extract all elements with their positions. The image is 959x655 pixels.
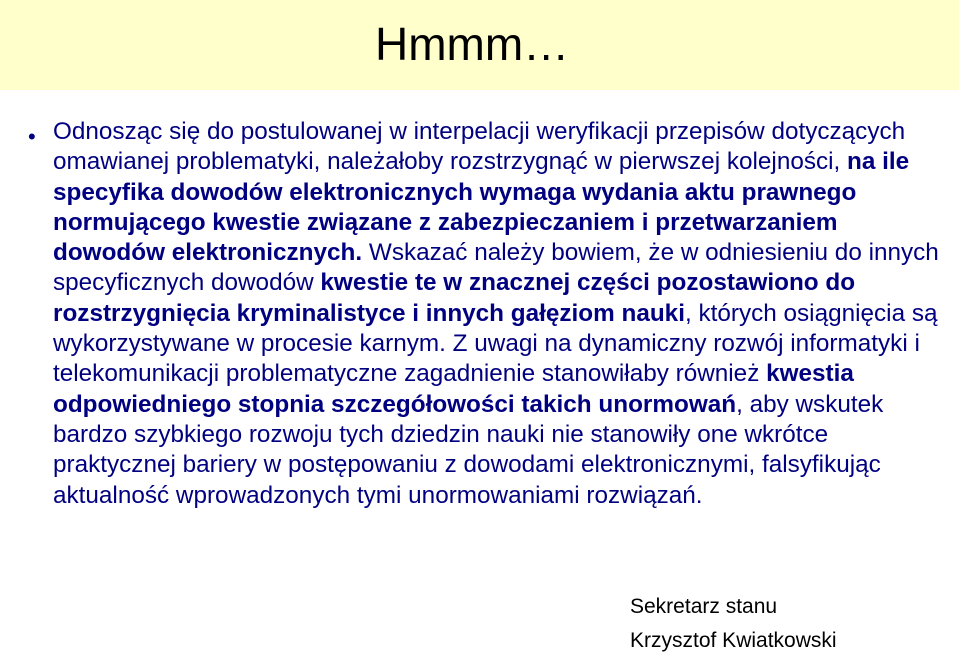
bullet-marker: • xyxy=(28,124,36,149)
signature-title: Sekretarz stanu xyxy=(630,595,778,618)
paragraph-run: Odnosząc się do postulowanej w interpelacji weryfikacji przepisów dotyczących omawianej problematyki, należałoby rozstrzygnąć w pierwszej kolejności, xyxy=(53,118,906,176)
paragraph-run-bold: kwestie te w znacznej części pozostawiono do rozstrzygnięcia kryminalistyce i innych gałęziom nauki xyxy=(53,269,856,327)
body-paragraph xyxy=(53,117,953,511)
paragraph-run: Wskazać należy bowiem, że w odniesieniu do innych specyficznych dowodów xyxy=(53,239,939,297)
paragraph-run-bold: kwestia odpowiedniego stopnia szczegółowości takich unormowań xyxy=(53,360,854,418)
signature-name: Krzysztof Kwiatkowski xyxy=(630,629,837,652)
paragraph-run: , których osiągnięcia są wykorzystywane w procesie karnym. Z uwagi na dynamiczny rozwój informatyki i telekomunikacji problematyczne zagadnienie stanowiłaby również xyxy=(53,299,938,388)
slide-title: Hmmm… xyxy=(375,18,570,70)
paragraph-run: , aby wskutek bardzo szybkiego rozwoju tych dziedzin nauki nie stanowiły one wkrótce praktycznej bariery w postępowaniu z dowodami elektronicznymi, falsyfikując aktualność wprowadzonych tymi unormowaniami rozwiązań. xyxy=(53,390,884,509)
paragraph-run-bold: na ile specyfika dowodów elektronicznych wymaga wydania aktu prawnego normującego kwestie związane z zabezpieczaniem i przetwarzaniem dowodów elektronicznych. xyxy=(53,148,910,267)
